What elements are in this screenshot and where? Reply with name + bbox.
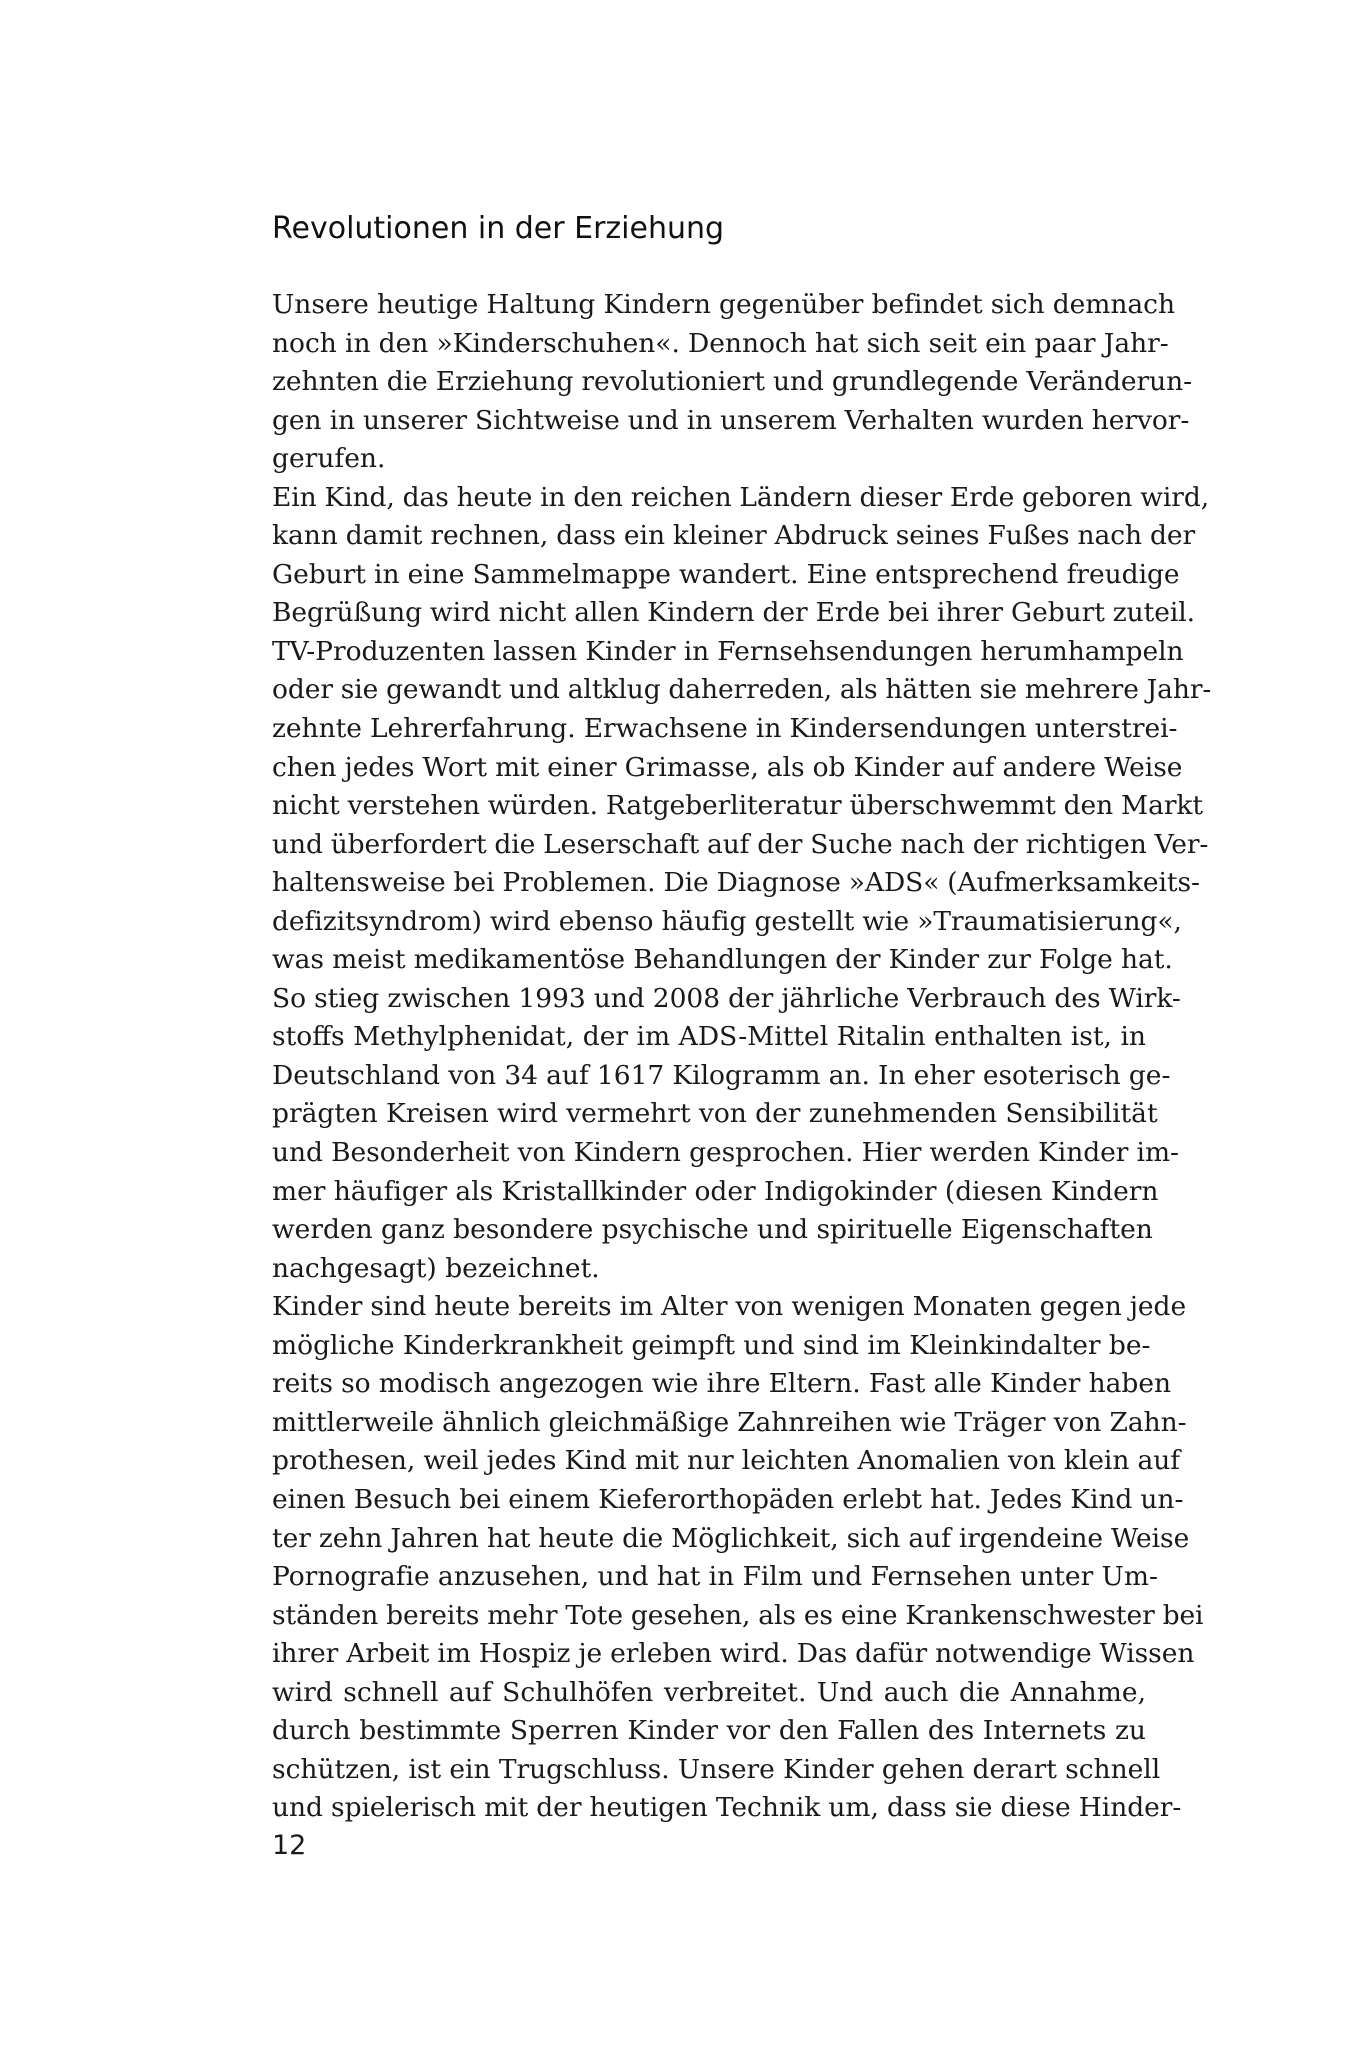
text-line: nicht verstehen würden. Ratgeberliteratur überschwemmt den Markt [272,790,1203,822]
text-line: defizitsyndrom) wird ebenso häufig gestellt wie »Traumatisierung«, [272,905,1182,937]
text-line: Kinder sind heute bereits im Alter von wenigen Monaten gegen jede [272,1291,1187,1323]
body-text [272,286,1212,1828]
paragraph [272,479,1212,1288]
text-line: ihrer Arbeit im Hospiz je erleben wird. Das dafür notwendige Wissen [272,1638,1195,1670]
text-line: einen Besuch bei einem Kieferorthopäden erlebt hat. Jedes Kind un- [272,1483,1184,1515]
paragraph [272,1288,1204,1828]
text-line: gen in unserer Sichtweise und in unserem Verhalten wurden hervor- [272,404,1190,436]
text-line: oder sie gewandt und altklug daherreden, als hätten sie mehrere Jahr- [272,674,1212,706]
text-line: Begrüßung wird nicht allen Kindern der Erde bei ihrer Geburt zuteil. [272,597,1195,629]
text-line: und Besonderheit von Kindern gesprochen. Hier werden Kinder im- [272,1137,1179,1169]
text-line: und überfordert die Leserschaft auf der Suche nach der richtigen Ver- [272,828,1209,860]
text-line: mer häufiger als Kristallkinder oder Indigokinder (diesen Kindern [272,1175,1159,1207]
text-line: kann damit rechnen, dass ein kleiner Abdruck seines Fußes nach der [272,520,1196,552]
text-line: nachgesagt) bezeichnet. [272,1252,600,1284]
text-line: haltensweise bei Problemen. Die Diagnose »ADS« (Aufmerksamkeits- [272,867,1200,899]
text-line: chen jedes Wort mit einer Grimasse, als ob Kinder auf andere Weise [272,751,1183,783]
text-line: ständen bereits mehr Tote gesehen, als es eine Krankenschwester bei [272,1599,1204,1631]
text-line: Deutschland von 34 auf 1617 Kilogramm an. In eher esoterisch ge- [272,1059,1171,1091]
text-line: ter zehn Jahren hat heute die Möglichkeit, sich auf irgendeine Weise [272,1522,1190,1554]
text-line: zehnten die Erziehung revolutioniert und grundlegende Veränderun- [272,366,1193,398]
text-line: TV-Produzenten lassen Kinder in Fernsehsendungen herumhampeln [272,635,1184,667]
text-line: werden ganz besondere psychische und spirituelle Eigenschaften [272,1214,1153,1246]
text-line: Pornografie anzusehen, und hat in Film und Fernsehen unter Um- [272,1561,1158,1593]
text-line: durch bestimmte Sperren Kinder vor den Fallen des Internets zu [272,1715,1146,1747]
text-line: Ein Kind, das heute in den reichen Ländern dieser Erde geboren wird, [272,481,1210,513]
paragraph [272,286,1193,479]
text-line: So stieg zwischen 1993 und 2008 der jährliche Verbrauch des Wirk- [272,982,1181,1014]
page-number: 12 [272,1830,307,1861]
text-line: noch in den »Kinderschuhen«. Dennoch hat sich seit ein paar Jahr- [272,327,1169,359]
text-line: prothesen, weil jedes Kind mit nur leichten Anomalien von klein auf [272,1445,1180,1477]
text-line: reits so modisch angezogen wie ihre Eltern. Fast alle Kinder haben [272,1368,1172,1400]
text-line: und spielerisch mit der heutigen Technik um, dass sie diese Hinder- [272,1792,1182,1824]
text-line: Geburt in eine Sammelmappe wandert. Eine entsprechend freudige [272,558,1180,590]
text-line: gerufen. [272,443,386,475]
text-line: prägten Kreisen wird vermehrt von der zunehmenden Sensibilität [272,1098,1158,1130]
text-line: mögliche Kinderkrankheit geimpft und sind im Kleinkindalter be- [272,1329,1151,1361]
text-line: mittlerweile ähnlich gleichmäßige Zahnreihen wie Träger von Zahn- [272,1406,1187,1438]
text-line: stoffs Methylphenidat, der im ADS-Mittel Ritalin enthalten ist, in [272,1021,1146,1053]
section-heading: Revolutionen in der Erziehung [272,211,725,246]
text-line: wird schnell auf Schulhöfen verbreitet. Und auch die Annahme, [272,1676,1146,1708]
text-line: zehnte Lehrerfahrung. Erwachsene in Kindersendungen unterstrei- [272,713,1178,745]
text-line: schützen, ist ein Trugschluss. Unsere Kinder gehen derart schnell [272,1753,1161,1785]
text-line: was meist medikamentöse Behandlungen der Kinder zur Folge hat. [272,944,1173,976]
text-line: Unsere heutige Haltung Kindern gegenüber befindet sich demnach [272,289,1176,320]
